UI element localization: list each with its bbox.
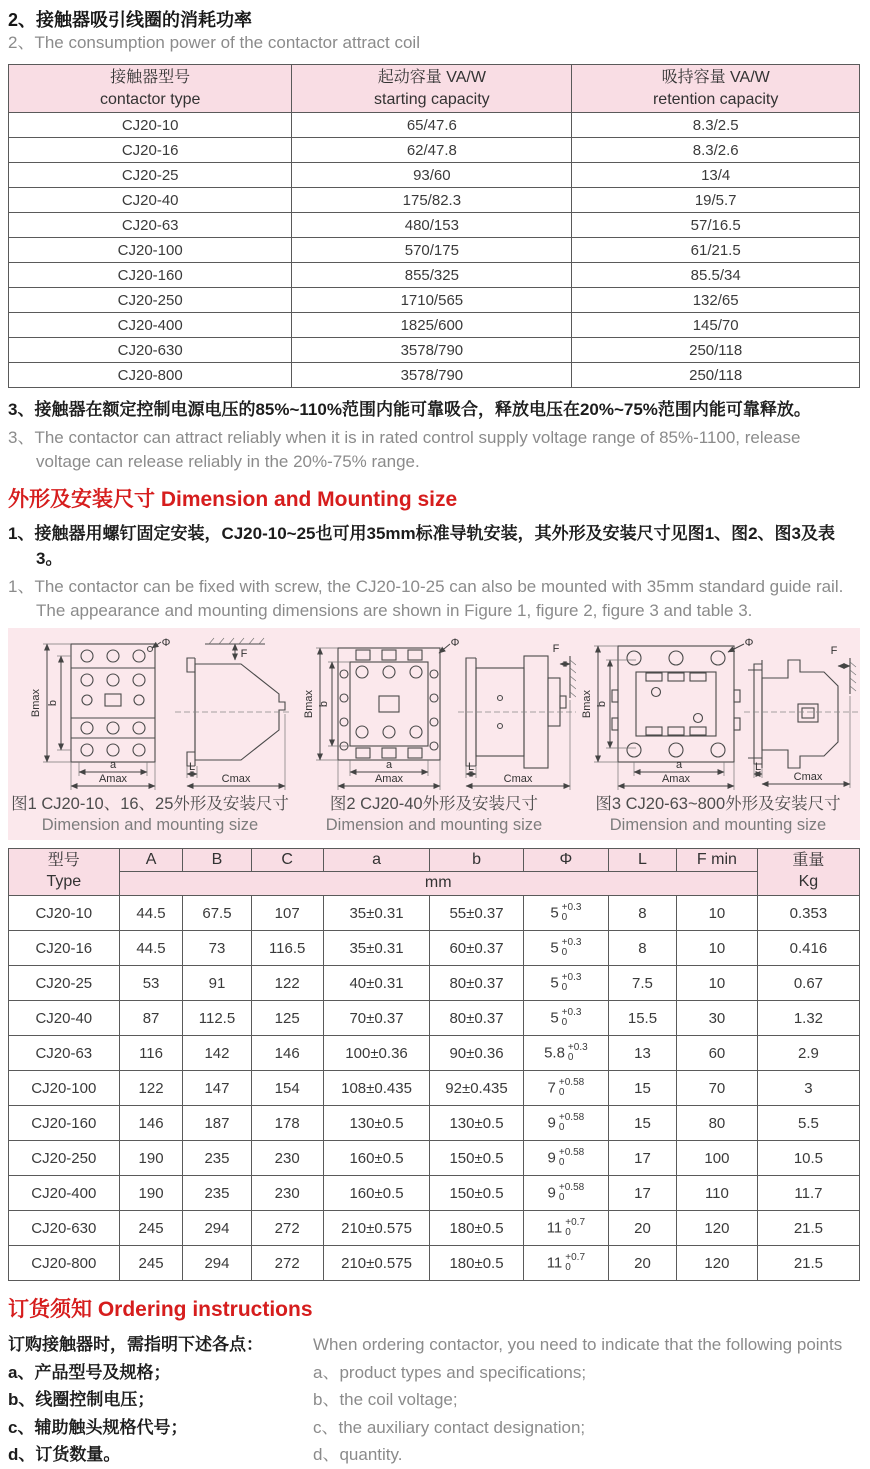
table-cell: 5.5 [757,1106,859,1141]
table-cell: 154 [251,1071,323,1106]
consumption-row [9,188,860,213]
ordering-line: c、辅助触头规格代号； [8,1417,188,1437]
dimension-row [9,966,860,1001]
col-header-A: A [119,848,183,872]
consumption-header-row [9,65,860,113]
table-cell: CJ20-10 [9,113,292,138]
ordering-line: b、线圈控制电压； [8,1390,155,1410]
table-cell: 272 [251,1246,323,1281]
table-cell: 272 [251,1211,323,1246]
table-cell: 7 +0.58 0 [523,1071,608,1106]
dim-label-amax: Amax [661,773,691,786]
table-cell: 146 [119,1106,183,1141]
table-cell: 17 [608,1176,676,1211]
dimension-row [9,931,860,966]
table-cell: CJ20-16 [9,931,120,966]
table-cell: 112.5 [183,1001,251,1036]
table-cell: 107 [251,896,323,931]
col-header-contactor-type: 接触器型号 contactor type [9,65,292,113]
table-cell: 87 [119,1001,183,1036]
dim-label-b: b [318,701,330,708]
table-cell: 8 [608,896,676,931]
table-cell: 178 [251,1106,323,1141]
dim-label-b: b [47,700,59,707]
table-cell: 230 [251,1141,323,1176]
table-cell: 62/47.8 [292,138,572,163]
table-cell: 20 [608,1246,676,1281]
table-cell: 10 [677,931,758,966]
table-cell: 130±0.5 [430,1106,524,1141]
table-cell: 9 +0.58 0 [523,1141,608,1176]
table-cell: 21.5 [757,1211,859,1246]
section2-title-en: 2、The consumption power of the contactor attract coil [8,33,420,53]
ordering-line: a、product types and specifications; [313,1362,587,1382]
table-cell: 0.416 [757,931,859,966]
table-cell: CJ20-100 [9,238,292,263]
table-cell: 85.5/34 [572,263,860,288]
dim-label-bmax: Bmax [30,689,42,718]
dim-label-b: b [596,701,608,708]
table-cell: 5 +0.3 0 [523,1001,608,1036]
table-cell: 17 [608,1141,676,1176]
figure2-caption-zh: 图2 CJ20-40外形及安装尺寸 [329,795,539,814]
table-cell: 21.5 [757,1246,859,1281]
table-cell: 10.5 [757,1141,859,1176]
table-cell: CJ20-630 [9,1211,120,1246]
col-header-b: b [430,848,524,872]
dim-label-cmax: Cmax [503,773,533,786]
col-header-retention-capacity: 吸持容量 VA/W retention capacity [572,65,860,113]
figure3-caption-zh: 图3 CJ20-63~800外形及安装尺寸 [595,795,841,814]
table-cell: 15 [608,1071,676,1106]
figure3 [576,634,860,835]
table-cell: 1710/565 [292,288,572,313]
table-cell: CJ20-25 [9,163,292,188]
table-cell: 20 [608,1211,676,1246]
table-cell: 57/16.5 [572,213,860,238]
consumption-row [9,113,860,138]
ordering-line: a、产品型号及规格； [8,1362,171,1382]
table-cell: 80±0.37 [430,1001,524,1036]
table-cell: 245 [119,1211,183,1246]
table-cell: 147 [183,1071,251,1106]
figure1-caption-zh: 图1 CJ20-10、16、25外形及安装尺寸 [11,795,289,814]
dim-label-phi: Φ [450,637,460,650]
table-cell: 100±0.36 [323,1036,429,1071]
dimension-row [9,1246,860,1281]
dim-label-bmax: Bmax [303,690,315,719]
table-cell: 110 [677,1176,758,1211]
table-cell: 44.5 [119,931,183,966]
table-cell: 122 [251,966,323,1001]
consumption-row [9,238,860,263]
note1-zh: 1、接触器用螺钉固定安装，CJ20-10~25也可用35mm标准导轨安装，其外形及安装尺寸见图1、图2、图3及表3。 [8,523,836,569]
table-cell: 180±0.5 [430,1211,524,1246]
table-cell: 294 [183,1246,251,1281]
ordering-line: c、the auxiliary contact designation; [313,1417,586,1437]
table-cell: 10 [677,896,758,931]
figure2 [292,634,576,835]
consumption-table [8,64,860,388]
table-cell: 142 [183,1036,251,1071]
table-cell: 2.9 [757,1036,859,1071]
table-cell: 245 [119,1246,183,1281]
col-header-fmin: F min [677,848,758,872]
table-cell: 125 [251,1001,323,1036]
figure3-caption-en: Dimension and mounting size [609,815,827,834]
table-cell: 19/5.7 [572,188,860,213]
section2-title-zh: 2、接触器吸引线圈的消耗功率 [8,10,253,30]
table-cell: 210±0.575 [323,1211,429,1246]
col-header-phi: Φ [523,848,608,872]
table-cell: 116.5 [251,931,323,966]
dim-label-phi: Φ [744,637,754,650]
table-cell: 80 [677,1106,758,1141]
table-cell: 180±0.5 [430,1246,524,1281]
table-cell: CJ20-630 [9,338,292,363]
dim-label-l: L [467,761,475,774]
table-cell: CJ20-10 [9,896,120,931]
table-cell: CJ20-63 [9,213,292,238]
dimension-row [9,1036,860,1071]
table-cell: 55±0.37 [430,896,524,931]
table-cell: 11 +0.7 0 [523,1211,608,1246]
ordering-line: d、订货数量。 [8,1445,121,1465]
table-cell: CJ20-400 [9,313,292,338]
dimension-row [9,1106,860,1141]
table-cell: 855/325 [292,263,572,288]
table-cell: 230 [251,1176,323,1211]
figure1-drawing [9,634,291,792]
figure3-drawing [576,634,860,792]
col-header-a: a [323,848,429,872]
table-cell: CJ20-63 [9,1036,120,1071]
table-cell: CJ20-16 [9,138,292,163]
table-cell: 120 [677,1211,758,1246]
unit-header-mm: mm [119,872,757,896]
table-cell: 60 [677,1036,758,1071]
dim-label-a: a [385,759,393,772]
table-cell: 11 +0.7 0 [523,1246,608,1281]
table-cell: 11.7 [757,1176,859,1211]
col-header-weight: 重量 Kg [757,848,859,896]
table-cell: 5.8 +0.3 0 [523,1036,608,1071]
table-cell: 53 [119,966,183,1001]
dimension-table [8,848,860,1282]
table-cell: 210±0.575 [323,1246,429,1281]
dim-label-a: a [109,759,117,772]
table-cell: 175/82.3 [292,188,572,213]
dim-label-cmax: Cmax [793,771,823,784]
table-cell: 570/175 [292,238,572,263]
table-cell: 5 +0.3 0 [523,896,608,931]
table-cell: 146 [251,1036,323,1071]
table-cell: 190 [119,1176,183,1211]
consumption-row [9,313,860,338]
table-cell: 67.5 [183,896,251,931]
table-cell: 15 [608,1106,676,1141]
table-cell: 8 [608,931,676,966]
ordering-list-zh [8,1331,313,1469]
table-cell: 122 [119,1071,183,1106]
table-cell: CJ20-40 [9,188,292,213]
table-cell: 150±0.5 [430,1141,524,1176]
table-cell: 1825/600 [292,313,572,338]
table-cell: CJ20-40 [9,1001,120,1036]
table-cell: 35±0.31 [323,931,429,966]
consumption-row [9,338,860,363]
table-cell: 480/153 [292,213,572,238]
table-cell: 93/60 [292,163,572,188]
table-cell: 116 [119,1036,183,1071]
table-cell: 65/47.6 [292,113,572,138]
dim-label-f: F [830,645,838,658]
table-cell: 13 [608,1036,676,1071]
table-cell: 61/21.5 [572,238,860,263]
note-mounting [8,521,860,623]
ordering-section-heading: 订货须知 Ordering instructions [8,1298,313,1322]
table-cell: 100 [677,1141,758,1176]
dim-label-l: L [188,761,196,774]
dim-label-a: a [675,759,683,772]
table-cell: 80±0.37 [430,966,524,1001]
table-cell: 3578/790 [292,338,572,363]
table-cell: 5 +0.3 0 [523,966,608,1001]
table-cell: 235 [183,1176,251,1211]
note3-en: 3、The contactor can attract reliably when it is in rated control supply voltage range of 85%-1100, release voltage can release reliably in the 20%-75% range. [8,427,801,471]
figure1-caption-en: Dimension and mounting size [41,815,259,834]
table-cell: 3 [757,1071,859,1106]
section2-header [8,8,860,55]
table-cell: CJ20-800 [9,363,292,388]
ordering-line: When ordering contactor, you need to indicate that the following points [313,1335,843,1355]
dimension-row [9,896,860,931]
table-cell: CJ20-400 [9,1176,120,1211]
ordering-line: d、quantity. [313,1445,403,1465]
table-cell: 235 [183,1141,251,1176]
figures-strip [8,628,860,839]
table-cell: 132/65 [572,288,860,313]
table-cell: CJ20-250 [9,288,292,313]
table-cell: 145/70 [572,313,860,338]
note3-zh: 3、接触器在额定控制电源电压的85%~110%范围内能可靠吸合，释放电压在20%~75%范围内能可靠释放。 [8,400,811,420]
table-cell: 8.3/2.6 [572,138,860,163]
table-cell: 10 [677,966,758,1001]
table-cell: 70 [677,1071,758,1106]
note-voltage-range [8,397,860,473]
table-cell: 130±0.5 [323,1106,429,1141]
col-header-type: 型号 Type [9,848,120,896]
table-cell: 294 [183,1211,251,1246]
table-cell: 160±0.5 [323,1141,429,1176]
table-cell: 160±0.5 [323,1176,429,1211]
table-cell: 44.5 [119,896,183,931]
table-cell: 7.5 [608,966,676,1001]
dim-label-f: F [552,643,560,656]
table-cell: 187 [183,1106,251,1141]
table-cell: CJ20-100 [9,1071,120,1106]
dimension-header-row2 [9,872,860,896]
dimension-row [9,1211,860,1246]
table-cell: CJ20-250 [9,1141,120,1176]
table-cell: 250/118 [572,363,860,388]
ordering-line: 订购接触器时，需指明下述各点： [8,1335,263,1355]
dimension-row [9,1141,860,1176]
table-cell: 0.353 [757,896,859,931]
dim-label-f: F [240,648,248,661]
table-cell: 1.32 [757,1001,859,1036]
figure2-caption-en: Dimension and mounting size [325,815,543,834]
col-header-B: B [183,848,251,872]
ordering-line: b、the coil voltage; [313,1390,458,1410]
note1-en: 1、The contactor can be fixed with screw, the CJ20-10-25 can also be mounted with 35mm standard guide rail. The appearance and mounting dimensions are shown in Figure 1, figure 2, figure 3 and table 3. [8,576,844,620]
dimension-section-heading: 外形及安装尺寸 Dimension and Mounting size [8,487,458,511]
table-cell: CJ20-25 [9,966,120,1001]
table-cell: 92±0.435 [430,1071,524,1106]
table-cell: 9 +0.58 0 [523,1176,608,1211]
dimension-row [9,1001,860,1036]
table-cell: 35±0.31 [323,896,429,931]
table-cell: CJ20-160 [9,1106,120,1141]
dim-label-amax: Amax [374,773,404,786]
dim-label-amax: Amax [98,773,128,786]
consumption-row [9,363,860,388]
table-cell: 120 [677,1246,758,1281]
table-cell: CJ20-800 [9,1246,120,1281]
dim-label-l: L [754,761,762,774]
dimension-row [9,1176,860,1211]
col-header-L: L [608,848,676,872]
table-cell: CJ20-160 [9,263,292,288]
table-cell: 0.67 [757,966,859,1001]
consumption-row [9,138,860,163]
table-cell: 15.5 [608,1001,676,1036]
table-cell: 8.3/2.5 [572,113,860,138]
table-cell: 90±0.36 [430,1036,524,1071]
consumption-row [9,163,860,188]
figure1 [8,634,292,835]
dim-label-bmax: Bmax [581,690,593,719]
table-cell: 250/118 [572,338,860,363]
table-cell: 91 [183,966,251,1001]
table-cell: 5 +0.3 0 [523,931,608,966]
table-cell: 108±0.435 [323,1071,429,1106]
table-cell: 73 [183,931,251,966]
col-header-C: C [251,848,323,872]
table-cell: 30 [677,1001,758,1036]
figure2-drawing [292,634,576,792]
col-header-starting-capacity: 起动容量 VA/W starting capacity [292,65,572,113]
dimension-row [9,1071,860,1106]
table-cell: 60±0.37 [430,931,524,966]
ordering-notes [8,1331,860,1469]
dim-label-cmax: Cmax [221,773,251,786]
ordering-list-en [313,1331,860,1469]
consumption-row [9,288,860,313]
table-cell: 3578/790 [292,363,572,388]
dimension-header-row1 [9,848,860,872]
consumption-row [9,263,860,288]
dim-label-phi: Φ [161,637,171,650]
table-cell: 70±0.37 [323,1001,429,1036]
table-cell: 150±0.5 [430,1176,524,1211]
table-cell: 190 [119,1141,183,1176]
table-cell: 13/4 [572,163,860,188]
table-cell: 9 +0.58 0 [523,1106,608,1141]
consumption-row [9,213,860,238]
table-cell: 40±0.31 [323,966,429,1001]
